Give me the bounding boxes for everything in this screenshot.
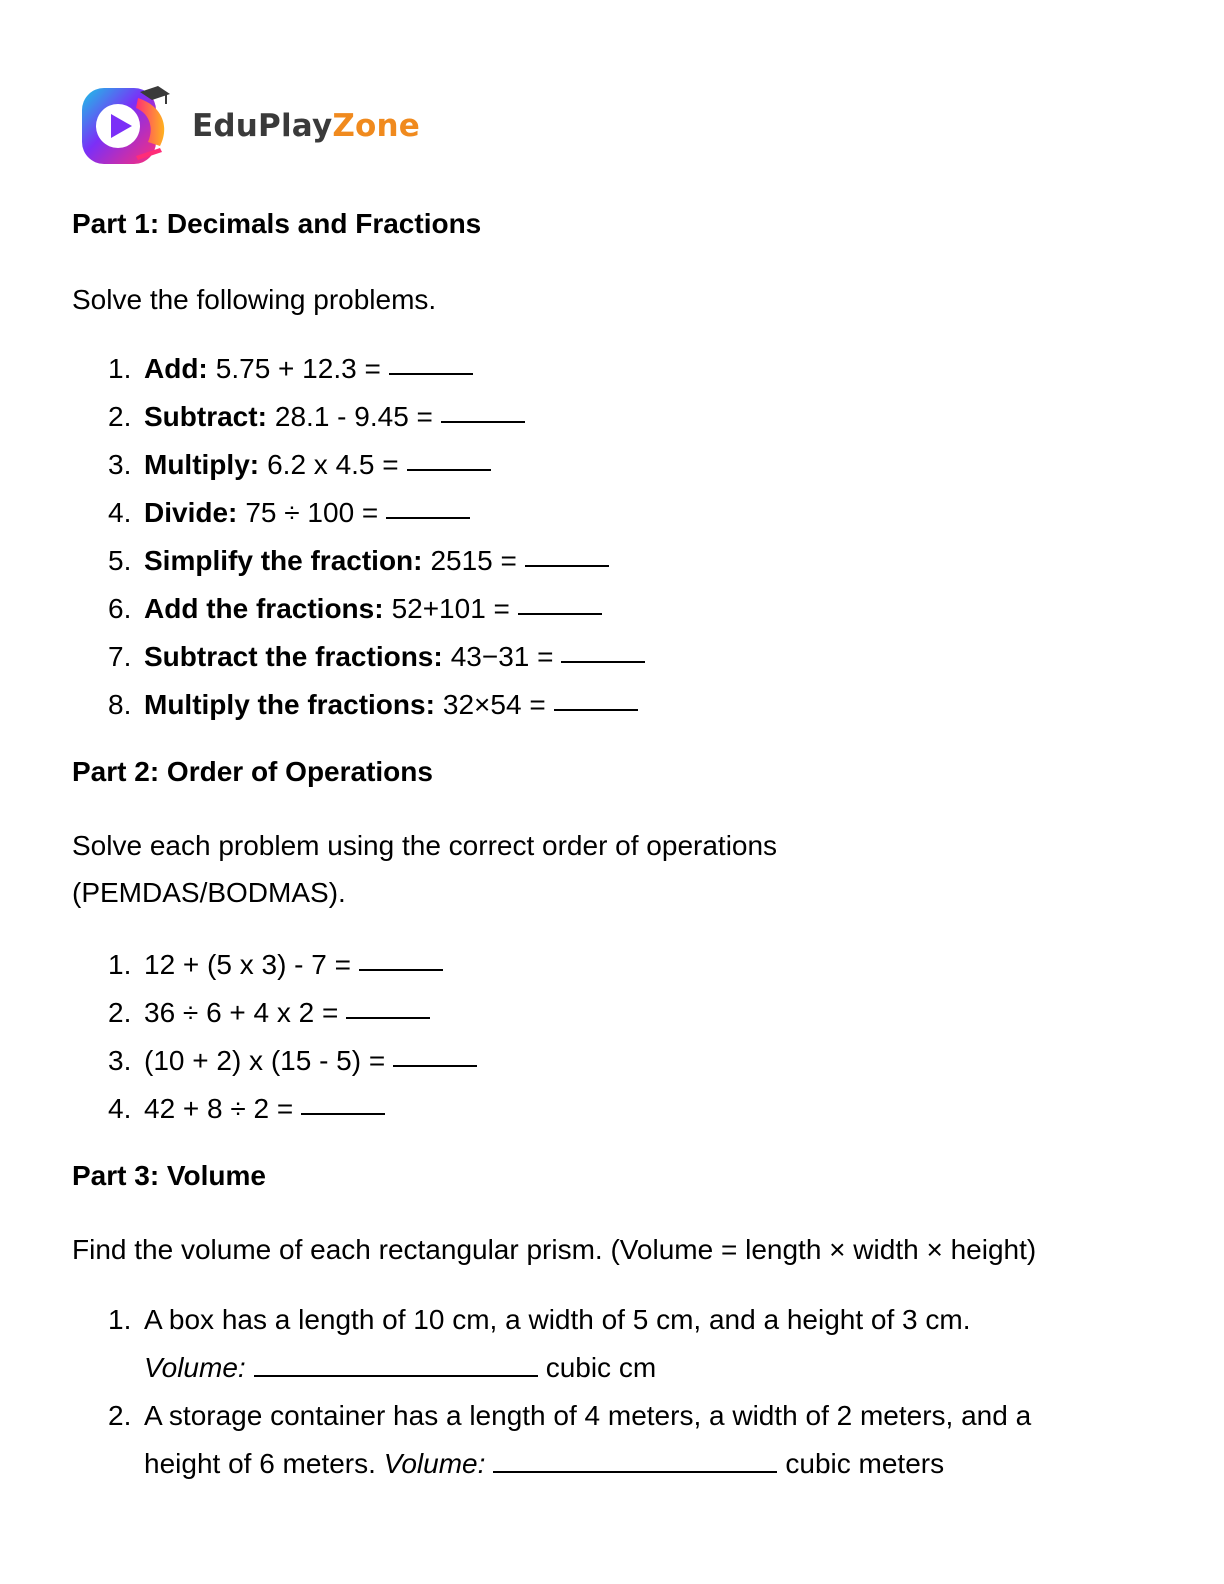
answer-blank[interactable] bbox=[301, 1085, 385, 1115]
list-item: 4. 42 + 8 ÷ 2 = bbox=[108, 1085, 477, 1133]
list-item: 8. Multiply the fractions: 32×54 = bbox=[108, 681, 645, 729]
part3-problem-list bbox=[108, 1296, 1162, 1488]
answer-blank[interactable] bbox=[554, 681, 638, 711]
part2-problem-list bbox=[108, 941, 477, 1133]
brand-name bbox=[192, 108, 420, 144]
answer-blank[interactable] bbox=[518, 585, 602, 615]
part2-instruction: Solve each problem using the correct order of operations (PEMDAS/BODMAS). bbox=[72, 830, 778, 908]
answer-blank[interactable] bbox=[389, 345, 473, 375]
part2-title: Part 2: Order of Operations bbox=[72, 756, 433, 787]
list-item: 1. Add: 5.75 + 12.3 = bbox=[108, 345, 645, 393]
logo bbox=[78, 82, 420, 170]
list-item: 5. Simplify the fraction: 2515 = bbox=[108, 537, 645, 585]
volume-answer-blank[interactable] bbox=[493, 1443, 777, 1473]
list-item: 7. Subtract the fractions: 43−31 = bbox=[108, 633, 645, 681]
list-item: 2. A storage container has a length of 4 meters, a width of 2 meters, and a height of 6 meters. Volume: cubic meters bbox=[108, 1400, 1032, 1479]
part1-instruction: Solve the following problems. bbox=[72, 284, 437, 315]
answer-blank[interactable] bbox=[407, 441, 491, 471]
part3-title: Part 3: Volume bbox=[72, 1160, 266, 1191]
answer-blank[interactable] bbox=[441, 393, 525, 423]
list-item: 3. (10 + 2) x (15 - 5) = bbox=[108, 1037, 477, 1085]
brand-name-part1: EduPlay bbox=[192, 108, 333, 144]
play-button-logo-icon bbox=[78, 82, 174, 170]
answer-blank[interactable] bbox=[386, 489, 470, 519]
part1-problem-list bbox=[108, 345, 645, 729]
list-item: 2. 36 ÷ 6 + 4 x 2 = bbox=[108, 989, 477, 1037]
list-item: 3. Multiply: 6.2 x 4.5 = bbox=[108, 441, 645, 489]
answer-blank[interactable] bbox=[346, 989, 430, 1019]
volume-answer-blank[interactable] bbox=[254, 1347, 538, 1377]
list-item: 1. A box has a length of 10 cm, a width of 5 cm, and a height of 3 cm. Volume: cubic cm bbox=[108, 1304, 971, 1383]
answer-blank[interactable] bbox=[393, 1037, 477, 1067]
answer-blank[interactable] bbox=[359, 941, 443, 971]
list-item: 4. Divide: 75 ÷ 100 = bbox=[108, 489, 645, 537]
list-item: 1. 12 + (5 x 3) - 7 = bbox=[108, 941, 477, 989]
part3-instruction: Find the volume of each rectangular prism. (Volume = length × width × height) bbox=[72, 1234, 1037, 1265]
answer-blank[interactable] bbox=[561, 633, 645, 663]
brand-name-part2: Zone bbox=[332, 108, 421, 144]
part1-title: Part 1: Decimals and Fractions bbox=[72, 208, 482, 239]
list-item: 2. Subtract: 28.1 - 9.45 = bbox=[108, 393, 645, 441]
answer-blank[interactable] bbox=[525, 537, 609, 567]
list-item: 6. Add the fractions: 52+101 = bbox=[108, 585, 645, 633]
